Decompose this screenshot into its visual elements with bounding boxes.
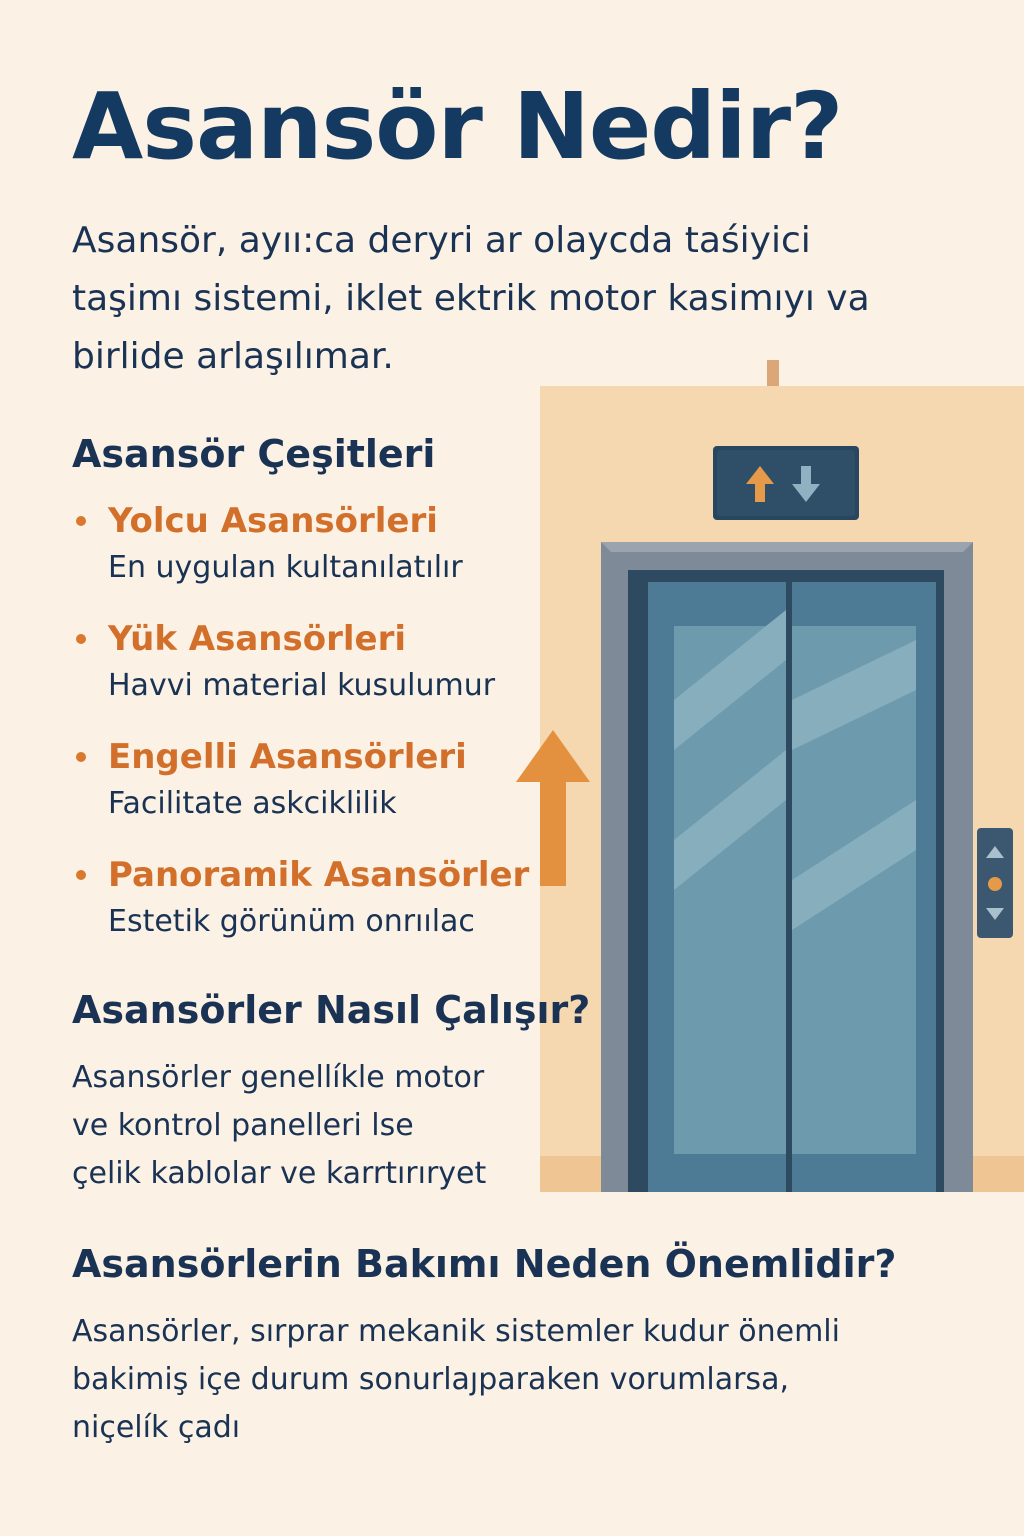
type-name: Engelli Asansörleri (108, 737, 467, 777)
list-item (72, 614, 592, 732)
list-item (72, 850, 592, 968)
how-line: Asansörler genellíkle motor (72, 1060, 485, 1095)
bullet-icon (76, 634, 86, 644)
bullet-icon (76, 516, 86, 526)
maintenance-line: niçelík çadı (72, 1410, 241, 1445)
bullet-icon (76, 870, 86, 880)
list-item (72, 732, 592, 850)
up-down-arrows-icon (713, 446, 859, 520)
intro-line: Asansör, ayıı:ca deryri ar olaycda taśiyici (72, 220, 811, 261)
how-paragraph (72, 1054, 542, 1198)
type-description: En uygulan kultanılatılır (108, 550, 463, 585)
type-description: Estetik görünüm onrıılac (108, 904, 475, 939)
maintenance-line: Asansörler, sırprar mekanik sistemler kudur önemli (72, 1314, 840, 1349)
how-heading: Asansörler Nasıl Çalışır? (72, 988, 591, 1032)
ceiling-connector (767, 360, 779, 386)
how-line: çelik kablolar ve karrtırıryet (72, 1156, 487, 1191)
maintenance-paragraph (72, 1308, 952, 1452)
call-buttons-icon (977, 828, 1013, 938)
type-description: Havvi material kusulumur (108, 668, 496, 703)
maintenance-line: bakimiş içe durum sonurlaȷparaken vorumlarsa, (72, 1362, 789, 1397)
page-title: Asansör Nedir? (72, 73, 843, 180)
type-name: Yük Asansörleri (108, 619, 406, 659)
bullet-icon (76, 752, 86, 762)
type-name: Yolcu Asansörleri (108, 501, 438, 541)
types-heading: Asansör Çeşitleri (72, 432, 436, 476)
intro-line: birlide arlaşılımar. (72, 336, 394, 377)
how-line: ve kontrol panelleri lse (72, 1108, 414, 1143)
type-description: Facilitate askciklilik (108, 786, 397, 821)
elevator-illustration (516, 356, 1024, 1196)
elevator-doors (648, 582, 936, 1192)
types-list (72, 496, 592, 968)
type-name: Panoramik Asansörler (108, 855, 530, 895)
intro-line: taşimı sistemi, iklet ektrik motor kasimıyı va (72, 278, 870, 319)
maintenance-heading: Asansörlerin Bakımı Neden Önemlidir? (72, 1242, 897, 1286)
list-item (72, 496, 592, 614)
